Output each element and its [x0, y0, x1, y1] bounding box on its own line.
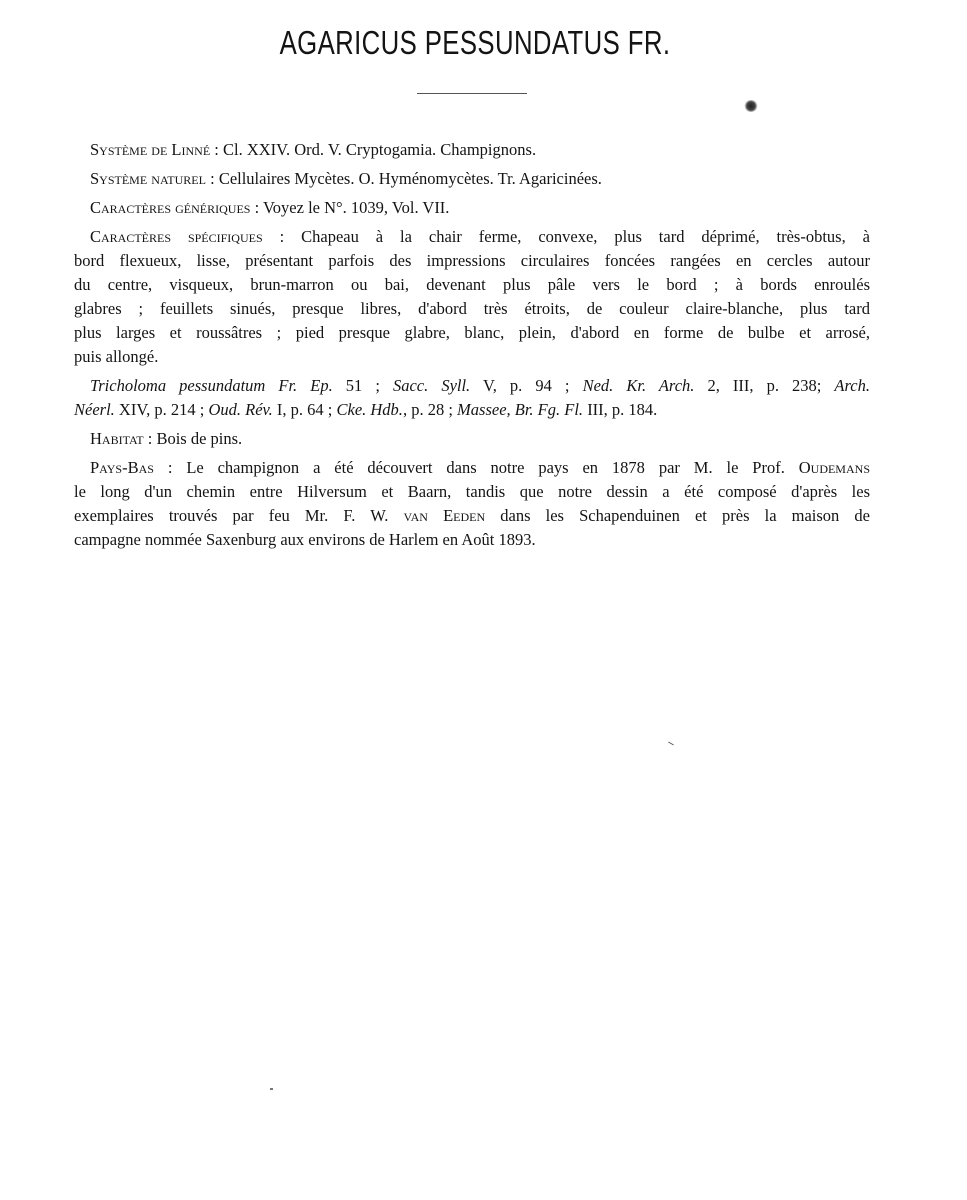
reference-title: Cke. Hdb.	[336, 400, 403, 419]
pays-bas-line: le long d'un chemin entre Hilversum et Baarn, tandis que notre dessin a été composé d'après les	[74, 482, 870, 501]
systeme-naturel-text: Cellulaires Mycètes. O. Hyménomycètes. Tr. Agaricinées.	[218, 169, 602, 188]
systeme-linne-line	[74, 138, 870, 162]
label-separator: :	[143, 429, 157, 448]
ink-speck	[744, 100, 758, 112]
reference-detail: I, p. 64 ;	[272, 400, 337, 419]
systeme-naturel-line	[74, 167, 870, 191]
reference-title: Néerl.	[74, 400, 115, 419]
reference-detail: XIV, p. 214 ;	[114, 400, 209, 419]
label-separator: :	[153, 458, 187, 477]
reference-detail: V, p. 94 ;	[470, 376, 583, 395]
caracteres-specifiques-line: plus larges et roussâtres ; pied presque glabre, blanc, plein, d'abord en forme de bulbe et arrosé,	[74, 323, 870, 342]
caracteres-specifiques-text: Chapeau à la chair ferme, convexe, plus tard déprimé, très-obtus, à	[301, 227, 870, 246]
reference-detail: III, p. 184.	[583, 400, 658, 419]
pays-bas	[74, 456, 870, 552]
references-line	[74, 374, 870, 398]
page-mark-dot	[270, 1088, 273, 1090]
caracteres-specifiques-line: du centre, visqueux, brun-marron ou bai, devenant plus pâle vers le bord ; à bords enroulés	[74, 275, 870, 294]
reference-title: Ned. Kr. Arch.	[582, 376, 695, 395]
systeme-linne-label: Système de Linné	[90, 140, 211, 159]
caracteres-generiques-label: Caractères génériques	[90, 198, 251, 217]
systeme-linne	[74, 138, 870, 162]
caracteres-specifiques	[74, 225, 870, 369]
pays-bas-line	[74, 504, 870, 528]
caracteres-specifiques-label: Caractères spécifiques	[90, 227, 263, 246]
reference-title: Tricholoma pessundatum Fr. Ep.	[90, 376, 333, 395]
reference-detail: , p. 28 ;	[402, 400, 458, 419]
reference-title: Arch.	[834, 376, 871, 395]
caracteres-generiques	[74, 196, 870, 220]
references-line	[74, 398, 870, 422]
reference-title: Massee, Br. Fg. Fl.	[457, 400, 584, 419]
caracteres-generiques-line	[74, 196, 870, 220]
caracteres-specifiques-line: bord flexueux, lisse, présentant parfois des impressions circulaires foncées rangées en cercles autour	[74, 251, 870, 270]
references	[74, 374, 870, 422]
reference-title: Sacc. Syll.	[392, 376, 471, 395]
habitat-line	[74, 427, 870, 451]
reference-detail: 51 ;	[332, 376, 393, 395]
title-divider	[417, 93, 527, 94]
page-mark	[668, 742, 674, 746]
label-separator: :	[210, 140, 224, 159]
document-body	[74, 138, 870, 557]
pays-bas-line	[74, 456, 870, 480]
label-separator: :	[250, 198, 264, 217]
caracteres-generiques-text: Voyez le N°. 1039, Vol. VII.	[263, 198, 450, 217]
systeme-linne-text: Cl. XXIV. Ord. V. Cryptogamia. Champignons.	[223, 140, 537, 159]
person-name: van Eeden	[403, 506, 486, 525]
caracteres-specifiques-line: puis allongé.	[74, 347, 159, 366]
caracteres-specifiques-line: glabres ; feuillets sinués, presque libres, d'abord très étroits, de couleur claire-blanche, plus tard	[74, 299, 870, 318]
reference-detail: 2, III, p. 238;	[694, 376, 835, 395]
pays-bas-line: campagne nommée Saxenburg aux environs de Harlem en Août 1893.	[74, 530, 536, 549]
systeme-naturel-label: Système naturel	[90, 169, 206, 188]
habitat	[74, 427, 870, 451]
caracteres-specifiques-line	[74, 225, 870, 249]
pays-bas-text: dans les Schapenduinen et près la maison de	[485, 506, 870, 525]
page-title: AGARICUS PESSUNDATUS FR.	[279, 24, 671, 61]
habitat-text: Bois de pins.	[156, 429, 243, 448]
label-separator: :	[262, 227, 302, 246]
pays-bas-text: Le champignon a été découvert dans notre pays en 1878 par M. le Prof.	[186, 458, 799, 477]
pays-bas-label: Pays-Bas	[90, 458, 154, 477]
habitat-label: Habitat	[90, 429, 144, 448]
person-name: Oudemans	[798, 458, 870, 477]
label-separator: :	[205, 169, 219, 188]
pays-bas-text: exemplaires trouvés par feu Mr. F. W.	[74, 506, 404, 525]
systeme-naturel	[74, 167, 870, 191]
reference-title: Oud. Rév.	[208, 400, 273, 419]
